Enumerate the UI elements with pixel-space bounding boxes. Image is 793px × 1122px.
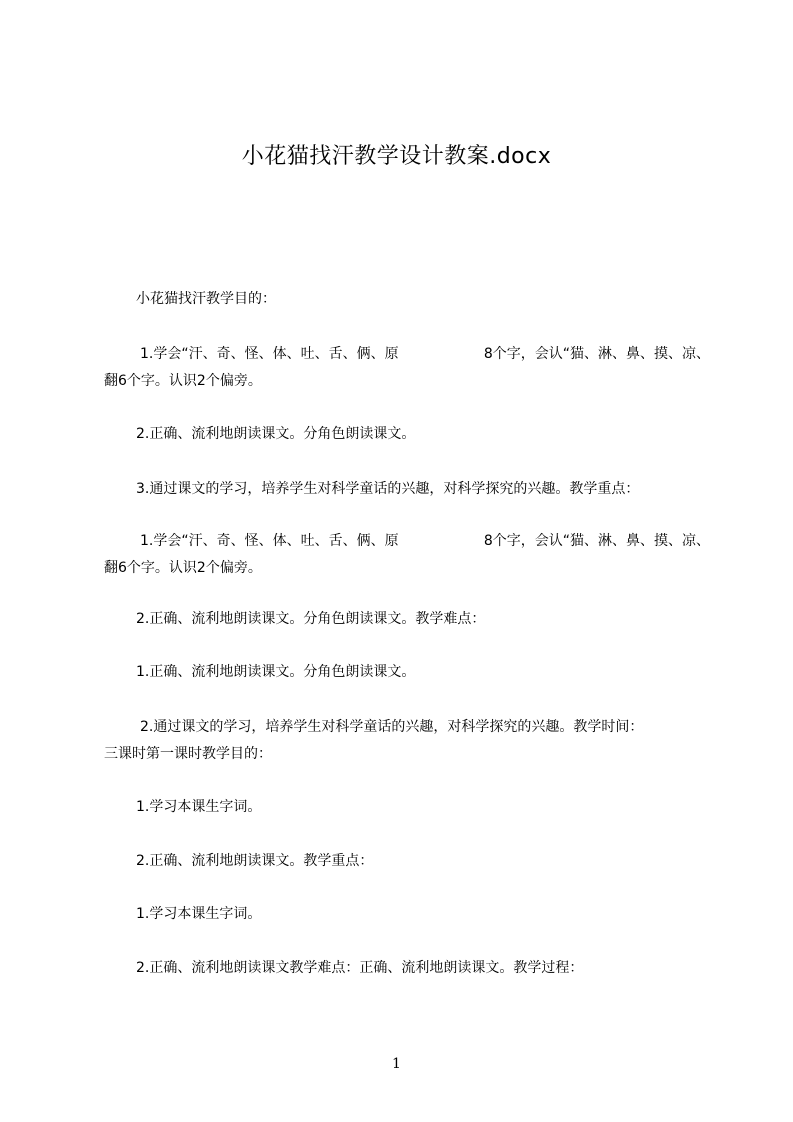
- document-title: 小花猫找汗教学设计教案.docx: [241, 144, 552, 169]
- paragraph-line: [104, 341, 710, 368]
- text-segment: 翻6个字。认识2个偏旁。: [104, 560, 262, 576]
- paragraph-difficulty-1: 1.正确、流利地朗读课文。分角色朗读课文。: [136, 664, 416, 680]
- paragraph-line: 2.通过课文的学习，培养学生对科学童话的兴趣，对科学探究的兴趣。教学时间：: [140, 719, 644, 735]
- paragraph-objectives-heading: 小花猫找汗教学目的：: [136, 291, 276, 307]
- paragraph-objective-2: 2.正确、流利地朗读课文。分角色朗读课文。: [136, 426, 416, 442]
- paragraph-key-point-2: 2.正确、流利地朗读课文。分角色朗读课文。教学难点：: [136, 611, 486, 627]
- text-segment: 三课时第一课时教学目的：: [104, 746, 272, 762]
- paragraph-difficulty-2: [104, 714, 710, 768]
- paragraph-lesson1-objective-2: 2.正确、流利地朗读课文。教学重点：: [136, 853, 374, 869]
- text-segment: 翻6个字。认识2个偏旁。: [104, 373, 262, 389]
- text-segment: 8个字，会认“猫、淋、鼻、摸、凉、: [483, 346, 710, 362]
- paragraph-objective-3: 3.通过课文的学习，培养学生对科学童话的兴趣，对科学探究的兴趣。教学重点：: [136, 481, 640, 497]
- paragraph-line: [104, 528, 710, 555]
- page-number: 1: [392, 1056, 401, 1072]
- paragraph-lesson1-key-point: 1.学习本课生字词。: [136, 906, 262, 922]
- paragraph-lesson1-difficulty: 2.正确、流利地朗读课文教学难点：正确、流利地朗读课文。教学过程：: [136, 960, 584, 976]
- paragraph-lesson1-objective-1: 1.学习本课生字词。: [136, 799, 262, 815]
- text-segment: 1.学会“汗、奇、怪、体、吐、舌、俩、原: [140, 533, 399, 549]
- text-segment: 8个字，会认“猫、淋、鼻、摸、凉、: [483, 533, 710, 549]
- paragraph-key-point-1: [104, 528, 710, 582]
- paragraph-objective-1: [104, 341, 710, 395]
- text-segment: 1.学会“汗、奇、怪、体、吐、舌、俩、原: [140, 346, 399, 362]
